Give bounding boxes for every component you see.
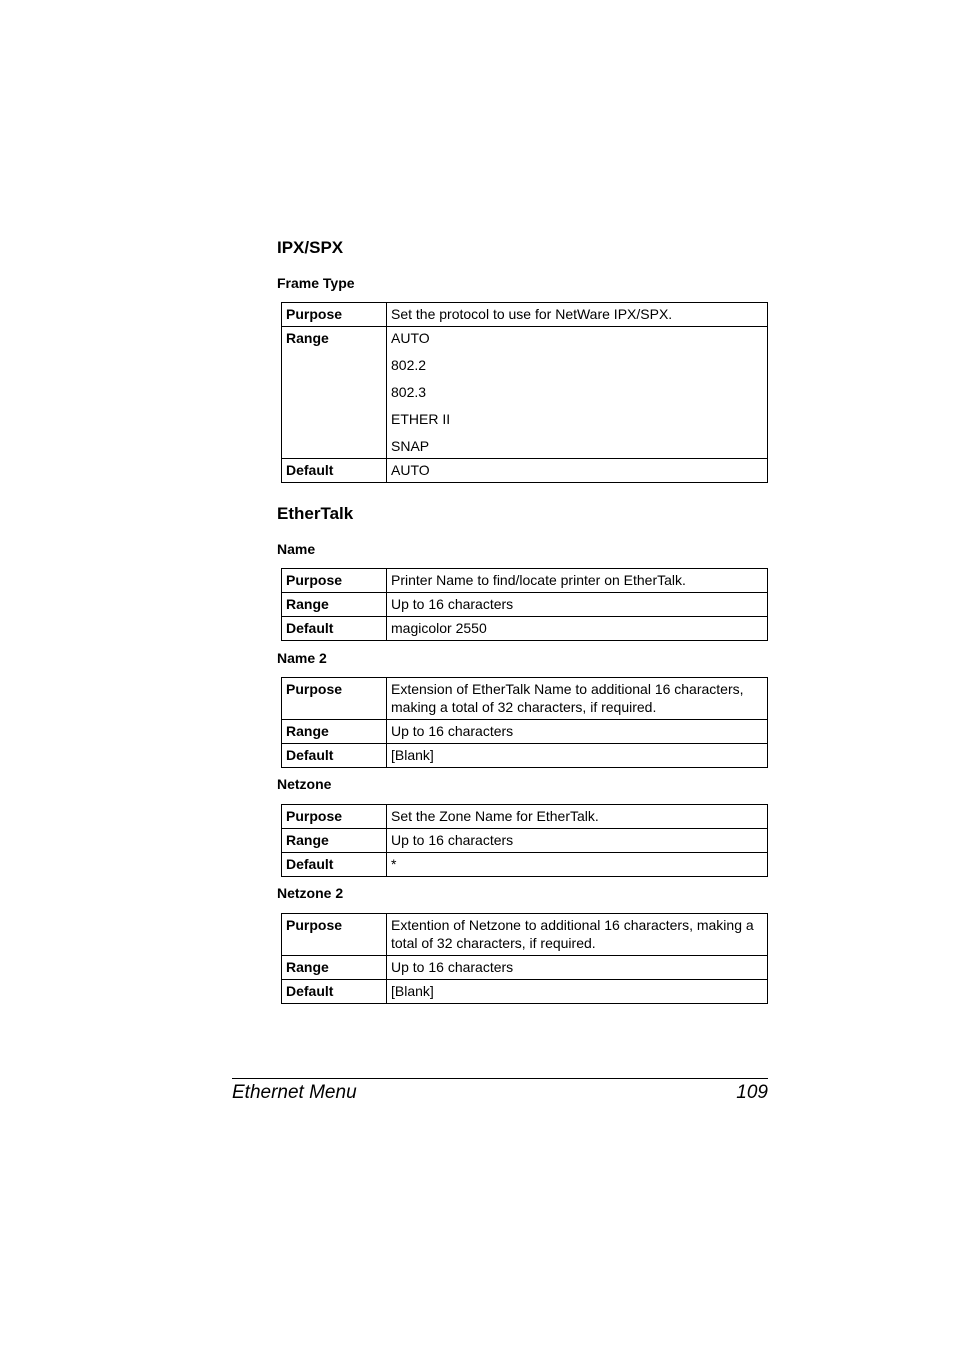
purpose-label: Purpose bbox=[282, 914, 387, 956]
default-value: magicolor 2550 bbox=[387, 617, 768, 641]
section-heading-ethertalk: EtherTalk bbox=[277, 504, 354, 523]
subheading-name: Name bbox=[277, 541, 316, 557]
frame-type-table bbox=[281, 302, 768, 483]
range-label: Range bbox=[282, 327, 387, 459]
table-row-range bbox=[282, 593, 768, 617]
table-row-default bbox=[282, 980, 768, 1004]
name-table bbox=[281, 568, 768, 641]
footer-divider bbox=[232, 1078, 768, 1079]
table-row-range bbox=[282, 720, 768, 744]
table-row-purpose bbox=[282, 303, 768, 327]
table-row-purpose bbox=[282, 914, 768, 956]
range-option: AUTO bbox=[391, 330, 430, 346]
range-option: 802.3 bbox=[391, 384, 427, 400]
footer-section-title: Ethernet Menu bbox=[232, 1082, 357, 1103]
purpose-label: Purpose bbox=[282, 569, 387, 593]
default-value: AUTO bbox=[387, 459, 768, 483]
default-label: Default bbox=[282, 980, 387, 1004]
default-label: Default bbox=[282, 853, 387, 877]
default-value: * bbox=[387, 853, 768, 877]
default-value: [Blank] bbox=[387, 980, 768, 1004]
range-label: Range bbox=[282, 956, 387, 980]
purpose-value: Set the protocol to use for NetWare IPX/SPX. bbox=[387, 303, 768, 327]
table-row-default bbox=[282, 617, 768, 641]
table-row-default bbox=[282, 744, 768, 768]
range-label: Range bbox=[282, 593, 387, 617]
subheading-frame-type: Frame Type bbox=[277, 275, 355, 291]
table-row-default bbox=[282, 459, 768, 483]
range-value: Up to 16 characters bbox=[387, 956, 768, 980]
range-option: ETHER II bbox=[391, 411, 451, 427]
range-value: Up to 16 characters bbox=[387, 720, 768, 744]
table-row-range bbox=[282, 829, 768, 853]
range-values bbox=[387, 327, 768, 459]
table-row-purpose bbox=[282, 805, 768, 829]
table-row-range bbox=[282, 327, 768, 459]
subheading-netzone: Netzone bbox=[277, 776, 332, 792]
table-row-purpose bbox=[282, 678, 768, 720]
table-row-default bbox=[282, 853, 768, 877]
subheading-name-2: Name 2 bbox=[277, 650, 327, 666]
netzone-table bbox=[281, 804, 768, 877]
purpose-value: Printer Name to find/locate printer on EtherTalk. bbox=[387, 569, 768, 593]
purpose-label: Purpose bbox=[282, 303, 387, 327]
footer-page-number: 109 bbox=[736, 1082, 768, 1103]
purpose-value: Extention of Netzone to additional 16 characters, making a total of 32 characters, if required. bbox=[387, 914, 768, 956]
purpose-value: Extension of EtherTalk Name to additional 16 characters, making a total of 32 characters, if required. bbox=[387, 678, 768, 720]
default-label: Default bbox=[282, 617, 387, 641]
range-value: Up to 16 characters bbox=[387, 593, 768, 617]
range-label: Range bbox=[282, 829, 387, 853]
section-heading-ipx-spx: IPX/SPX bbox=[277, 238, 344, 257]
purpose-value: Set the Zone Name for EtherTalk. bbox=[387, 805, 768, 829]
range-option: 802.2 bbox=[391, 357, 427, 373]
default-value: [Blank] bbox=[387, 744, 768, 768]
purpose-label: Purpose bbox=[282, 678, 387, 720]
default-label: Default bbox=[282, 459, 387, 483]
netzone-2-table bbox=[281, 913, 768, 1004]
name-2-table bbox=[281, 677, 768, 768]
purpose-label: Purpose bbox=[282, 805, 387, 829]
range-value: Up to 16 characters bbox=[387, 829, 768, 853]
range-option: SNAP bbox=[391, 438, 430, 454]
range-label: Range bbox=[282, 720, 387, 744]
table-row-purpose bbox=[282, 569, 768, 593]
default-label: Default bbox=[282, 744, 387, 768]
subheading-netzone-2: Netzone 2 bbox=[277, 885, 344, 901]
table-row-range bbox=[282, 956, 768, 980]
